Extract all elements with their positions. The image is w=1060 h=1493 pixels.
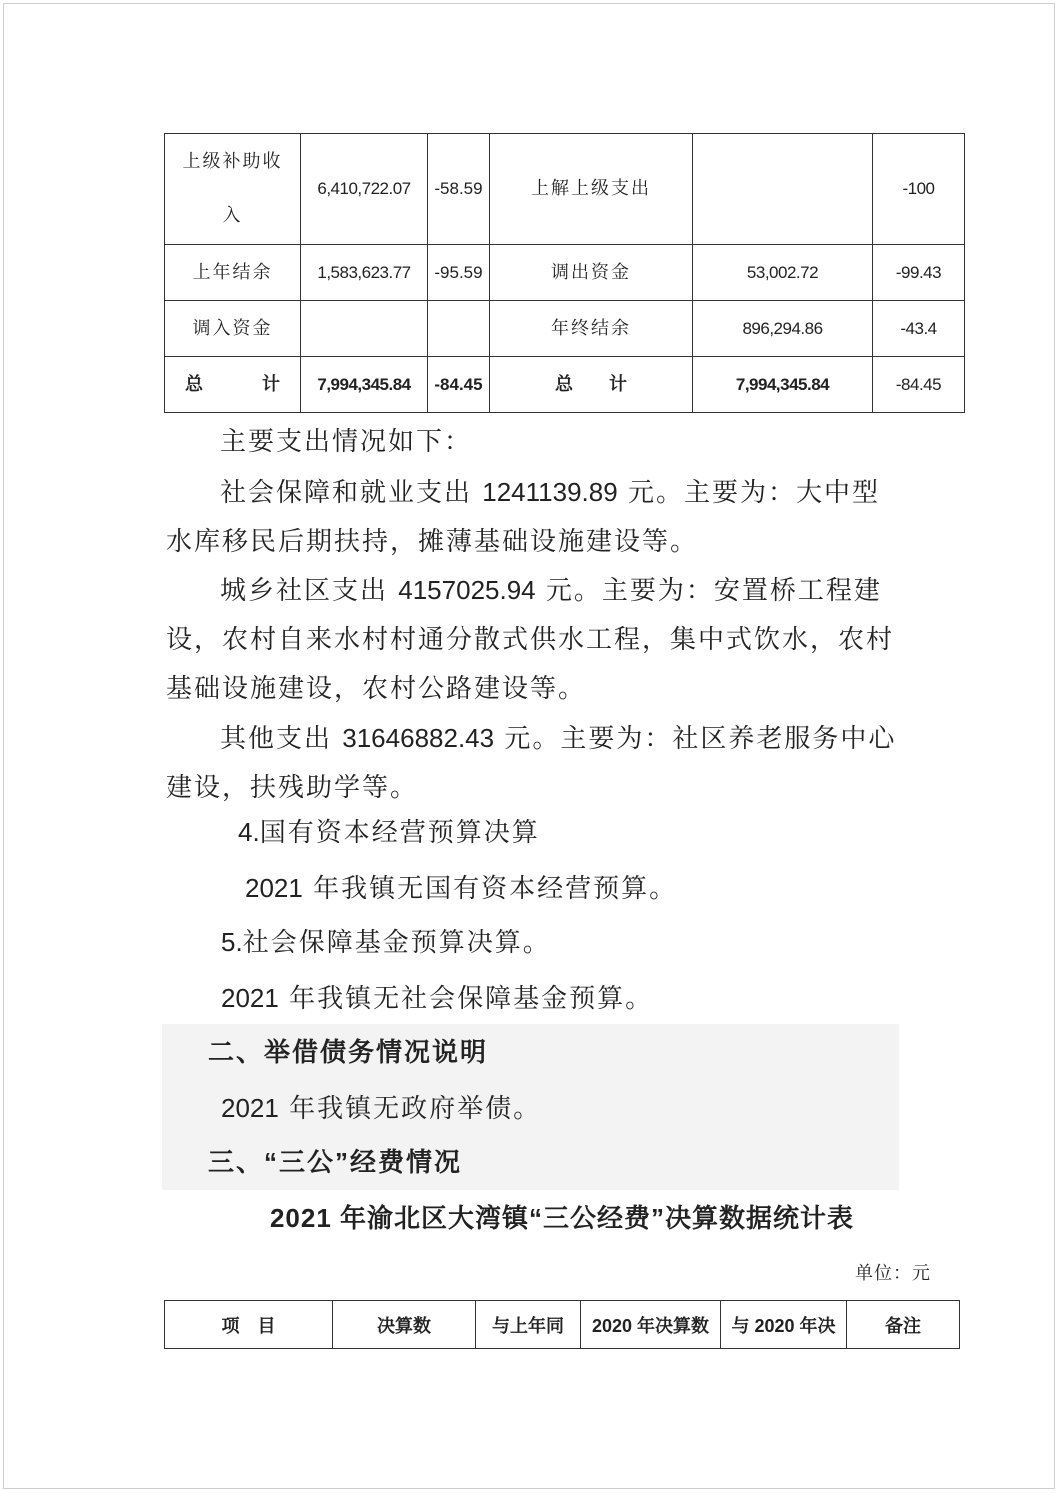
amount: 1241139.89 <box>482 477 618 507</box>
heading-debt: 二、举借债务情况说明 <box>208 1037 489 1067</box>
text: 社会保障和就业支出 <box>220 478 483 508</box>
row-value <box>693 134 873 245</box>
amount: 31646882.43 <box>342 723 495 753</box>
total-label-b: 计 <box>262 373 280 395</box>
three-public-table <box>164 1300 960 1349</box>
section-4-heading <box>238 808 978 858</box>
col-header-notes: 备注 <box>847 1301 960 1349</box>
row-label: 调入资金 <box>165 301 301 357</box>
total-value: 7,994,345.84 <box>301 357 428 413</box>
intro-paragraph: 主要支出情况如下： <box>220 427 473 457</box>
total-label-a: 总 <box>185 373 203 395</box>
table-row <box>165 301 965 357</box>
expense-paragraph-social <box>166 468 906 567</box>
section-number: 5. <box>221 927 243 957</box>
col-header-final: 决算数 <box>333 1301 476 1349</box>
table-row <box>165 245 965 301</box>
total-value: 7,994,345.84 <box>693 357 873 413</box>
year: 2021 <box>269 1203 332 1233</box>
row-value: 53,002.72 <box>693 245 873 301</box>
col-header-yoy: 与上年同 <box>476 1301 581 1349</box>
debt-body <box>221 1084 961 1134</box>
three-public-table-title <box>0 1198 1060 1235</box>
text: 城乡社区支出 <box>220 576 399 606</box>
col-header-item: 项 目 <box>165 1301 333 1349</box>
total-label <box>165 357 301 413</box>
unit-label: 单位：元 <box>855 1263 931 1284</box>
row-label: 年终结余 <box>490 301 693 357</box>
table-row <box>165 134 965 245</box>
row-label: 上解上级支出 <box>490 134 693 245</box>
text: 元。主要为：大中型水库移民后期扶持，摊薄基础设施建设等。 <box>166 478 880 557</box>
text: 年我镇无政府举债。 <box>278 1094 542 1124</box>
row-percent: -58.59 <box>428 134 490 245</box>
row-label: 上级补助收入 <box>165 134 301 245</box>
row-value: 1,583,623.77 <box>301 245 428 301</box>
row-value: 6,410,722.07 <box>301 134 428 245</box>
expense-paragraph-other <box>166 714 906 813</box>
text: 元。主要为：社区养老服务中心建设，扶残助学等。 <box>166 724 897 803</box>
title-text: 年渝北区大湾镇“三公经费”决算数据统计表 <box>331 1203 855 1233</box>
section-4-body <box>245 864 985 914</box>
year: 2021 <box>221 1093 279 1123</box>
row-percent <box>428 301 490 357</box>
heading-three-public: 三、“三公”经费情况 <box>208 1147 463 1177</box>
row-percent: -95.59 <box>428 245 490 301</box>
total-label: 总 计 <box>490 357 693 413</box>
row-percent: -100 <box>873 134 965 245</box>
expense-paragraph-urban <box>166 566 906 714</box>
row-percent: -43.4 <box>873 301 965 357</box>
row-value: 896,294.86 <box>693 301 873 357</box>
section-5-body <box>221 974 961 1024</box>
row-label: 调出资金 <box>490 245 693 301</box>
col-header-vs-2020: 与 2020 年决 <box>721 1301 847 1349</box>
section-5-heading <box>221 918 961 968</box>
col-header-2020: 2020 年决算数 <box>581 1301 721 1349</box>
total-row <box>165 357 965 413</box>
total-percent: -84.45 <box>428 357 490 413</box>
year: 2021 <box>245 873 303 903</box>
table-header-row <box>165 1301 960 1349</box>
text: 元。主要为：安置桥工程建设，农村自来水村村通分散式供水工程，集中式饮水，农村基础设施建设，农村公路建设等。 <box>166 576 895 704</box>
row-value <box>301 301 428 357</box>
amount: 4157025.94 <box>398 575 536 605</box>
row-label: 上年结余 <box>165 245 301 301</box>
row-percent: -99.43 <box>873 245 965 301</box>
text: 年我镇无社会保障基金预算。 <box>278 984 654 1014</box>
text: 年我镇无国有资本经营预算。 <box>302 874 678 904</box>
total-percent: -84.45 <box>873 357 965 413</box>
section-number: 4. <box>238 817 260 847</box>
year: 2021 <box>221 983 279 1013</box>
text: 其他支出 <box>220 724 343 754</box>
revenue-expenditure-table <box>164 133 965 413</box>
section-title: 社会保障基金预算决算。 <box>242 928 551 958</box>
section-title: 国有资本经营预算决算 <box>259 818 540 848</box>
